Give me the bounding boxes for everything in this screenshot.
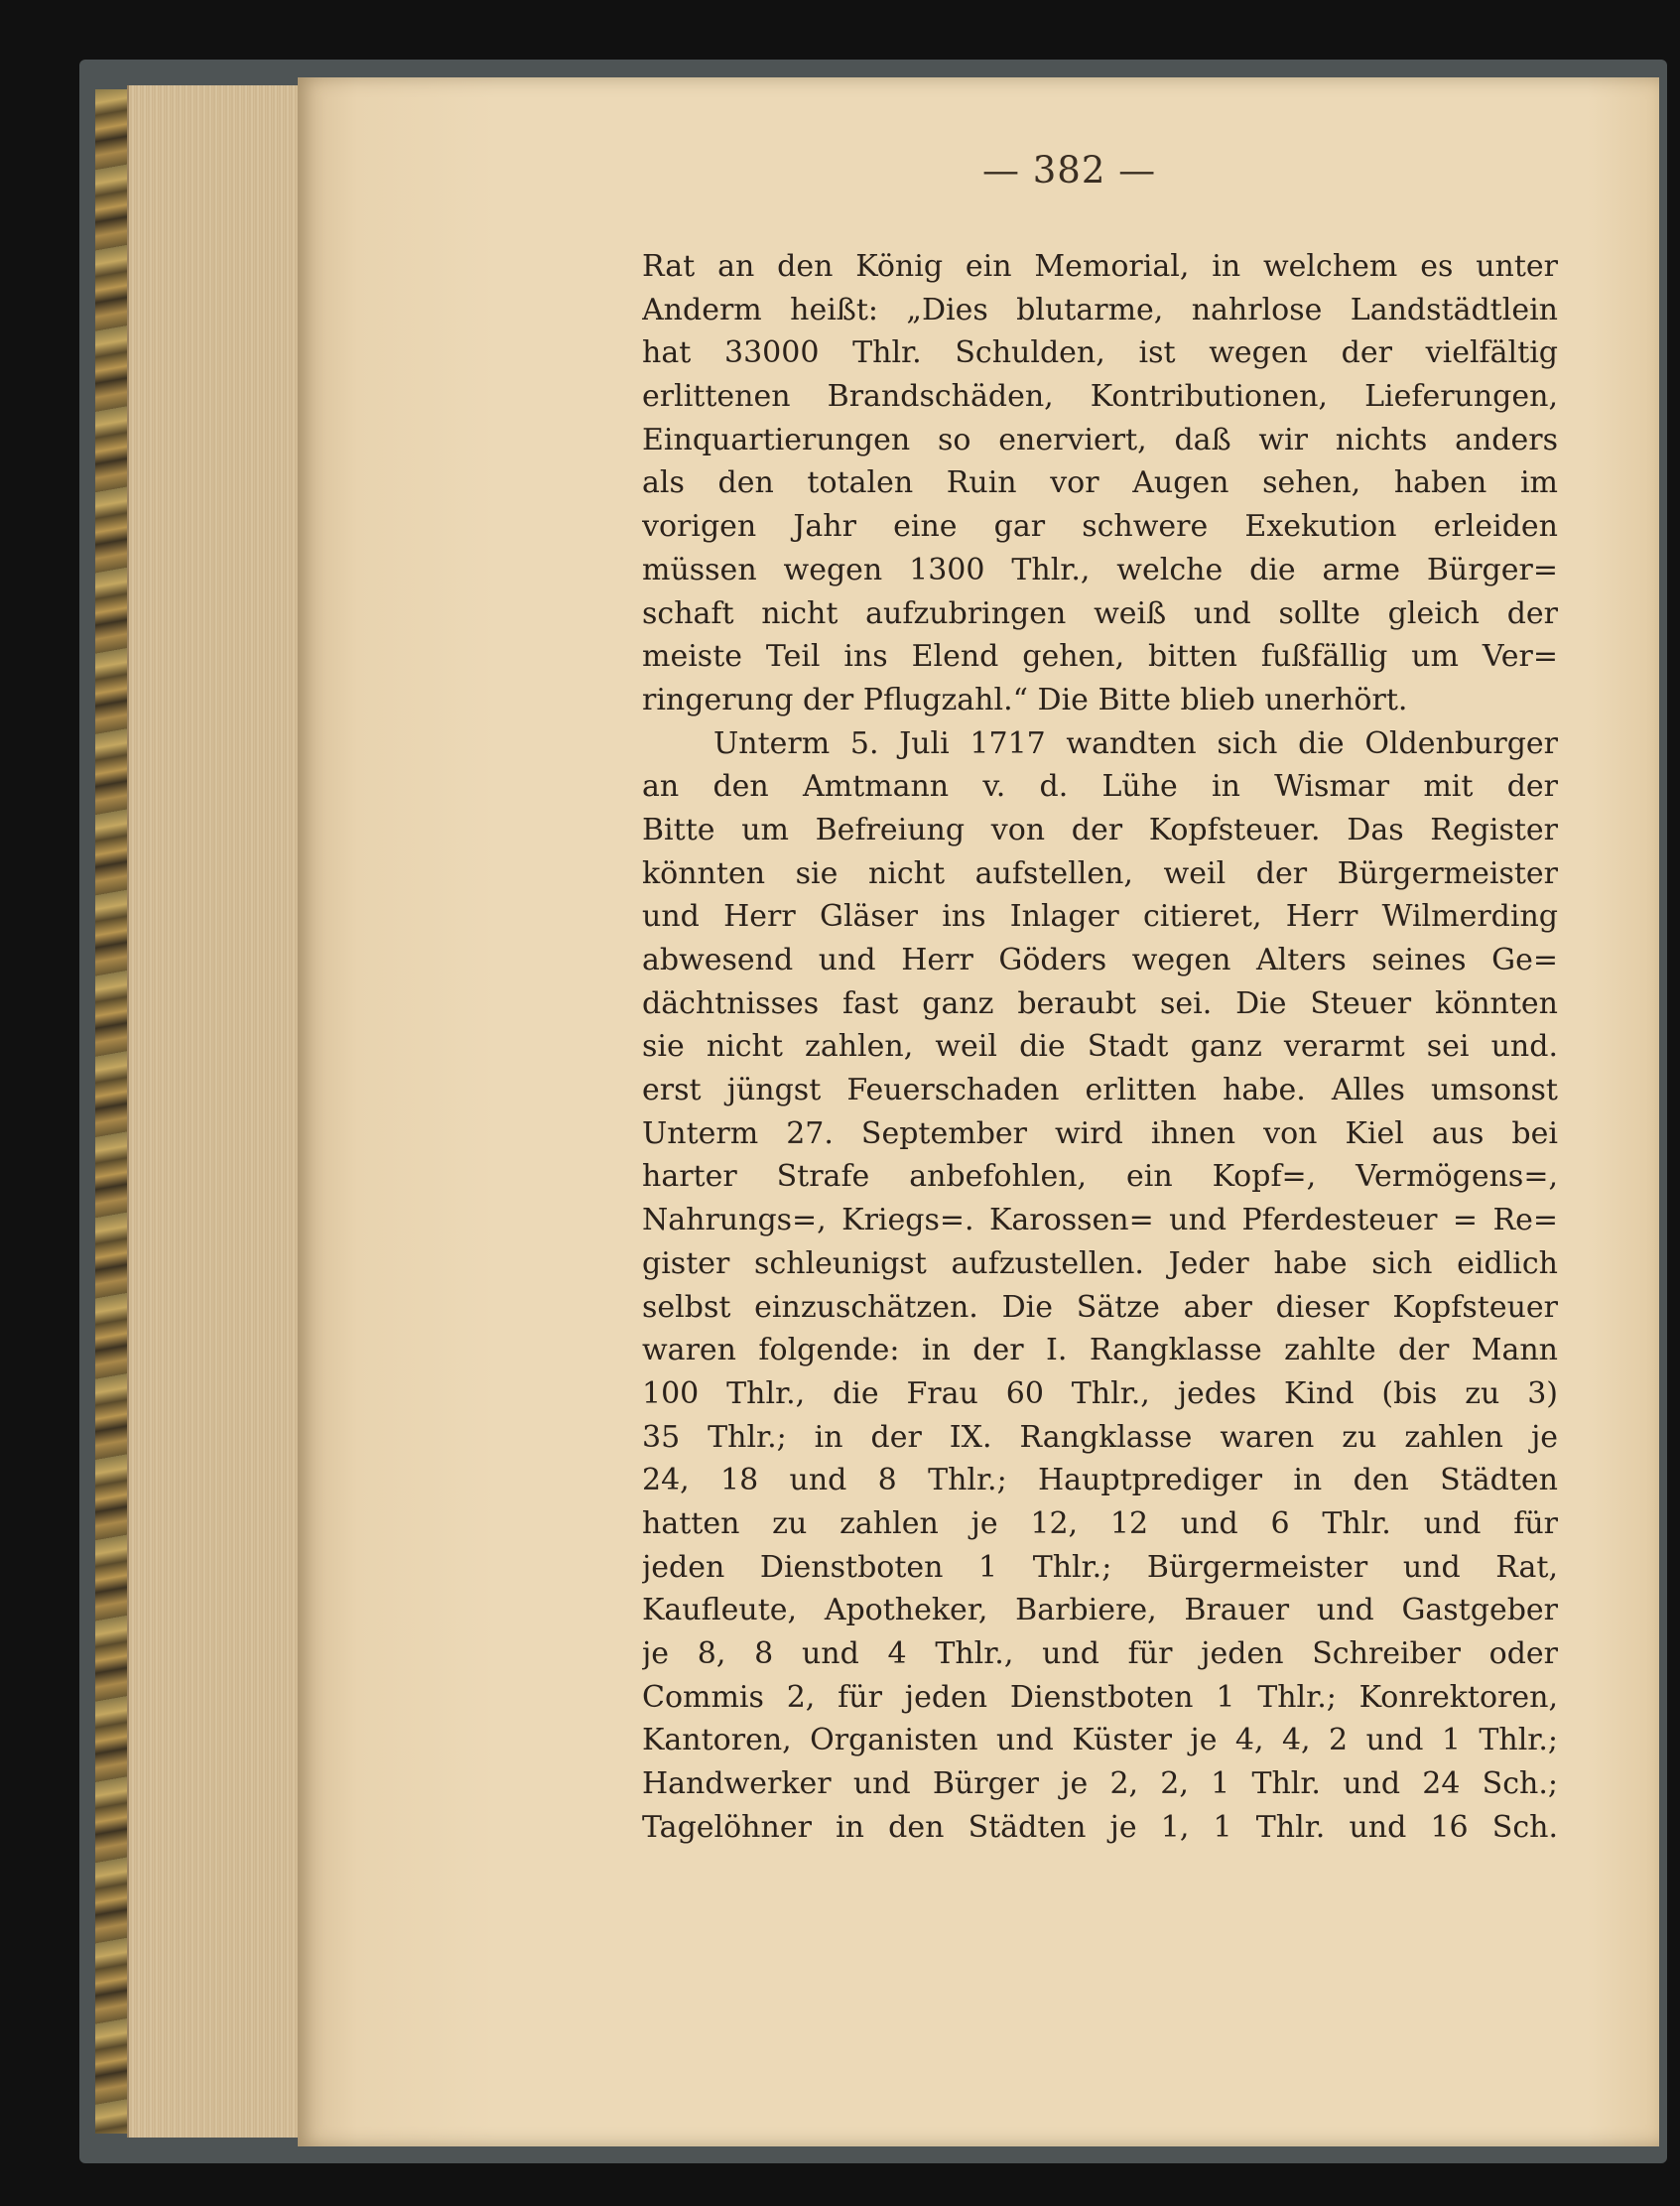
text-line: 24, 18 und 8 Thlr.; Hauptprediger in den Städten — [642, 1463, 1558, 1498]
text-line: Nahrungs=, Kriegs=. Karossen= und Pferdesteuer = Re= — [642, 1203, 1558, 1238]
text-line: jeden Dienstboten 1 Thlr.; Bürgermeister und Rat, — [642, 1549, 1558, 1585]
text-line: müssen wegen 1300 Thlr., welche die arme Bürger= — [642, 552, 1558, 587]
text-line: selbst einzuschätzen. Die Sätze aber dieser Kopfsteuer — [642, 1289, 1558, 1325]
text-line: waren folgende: in der I. Rangklasse zahlte der Mann — [642, 1333, 1558, 1368]
text-line: Anderm heißt: „Dies blutarme, nahrlose Landstädtlein — [642, 292, 1558, 327]
text-line: 35 Thlr.; in der IX. Rangklasse waren zu zahlen je — [642, 1419, 1558, 1455]
text-line: 100 Thlr., die Frau 60 Thlr., jedes Kind (bis zu 3) — [642, 1375, 1558, 1411]
text-line: Commis 2, für jeden Dienstboten 1 Thlr.; Konrektoren, — [642, 1679, 1558, 1715]
page-number: — 382 — — [982, 149, 1157, 192]
text-line: erst jüngst Feuerschaden erlitten habe. Alles umsonst — [642, 1073, 1558, 1108]
text-line: Unterm 27. September wird ihnen von Kiel aus bei — [642, 1115, 1558, 1151]
text-line: ringerung der Pflugzahl.“ Die Bitte blieb unerhört. — [642, 682, 1408, 717]
text-line: Einquartierungen so enerviert, daß wir nichts anders — [642, 422, 1558, 457]
text-line: harter Strafe anbefohlen, ein Kopf=, Vermögens=, — [642, 1159, 1558, 1195]
text-line: Bitte um Befreiung von der Kopfsteuer. Das Register — [642, 812, 1558, 847]
text-line: Handwerker und Bürger je 2, 2, 1 Thlr. und 24 Sch.; — [642, 1766, 1558, 1802]
text-line: als den totalen Ruin vor Augen sehen, haben im — [642, 465, 1558, 501]
text-line: und Herr Gläser ins Inlager citieret, Herr Wilmerding — [642, 899, 1558, 935]
text-line: meiste Teil ins Elend gehen, bitten fußfällig um Ver= — [642, 639, 1558, 675]
text-line: Kaufleute, Apotheker, Barbiere, Brauer und Gastgeber — [642, 1593, 1558, 1628]
text-line: erlittenen Brandschäden, Kontributionen, Lieferungen, — [642, 379, 1558, 415]
text-line: hat 33000 Thlr. Schulden, ist wegen der vielfältig — [642, 335, 1558, 371]
text-line: Tagelöhner in den Städten je 1, 1 Thlr. und 16 Sch. — [642, 1809, 1558, 1845]
text-line: könnten sie nicht aufstellen, weil der Bürgermeister — [642, 855, 1558, 891]
text-line: Rat an den König ein Memorial, in welchem es unter — [642, 249, 1558, 284]
text-line: gister schleunigst aufzustellen. Jeder habe sich eidlich — [642, 1245, 1558, 1281]
text-line: Unterm 5. Juli 1717 wandten sich die Oldenburger — [713, 725, 1558, 761]
text-line: schaft nicht aufzubringen weiß und sollte gleich der — [642, 595, 1558, 631]
text-line: vorigen Jahr eine gar schwere Exekution erleiden — [642, 509, 1558, 545]
text-line: dächtnisses fast ganz beraubt sei. Die Steuer könnten — [642, 985, 1558, 1021]
body-text — [642, 245, 1558, 1849]
text-line: je 8, 8 und 4 Thlr., und für jeden Schreiber oder — [642, 1636, 1558, 1671]
text-line: hatten zu zahlen je 12, 12 und 6 Thlr. und für — [642, 1505, 1558, 1541]
text-line: abwesend und Herr Göders wegen Alters seines Ge= — [642, 943, 1558, 977]
text-line: Kantoren, Organisten und Küster je 4, 4, 2 und 1 Thlr.; — [642, 1723, 1558, 1758]
text-line: sie nicht zahlen, weil die Stadt ganz verarmt sei und. — [642, 1029, 1558, 1065]
marbled-endpaper — [95, 89, 131, 2134]
text-line: an den Amtmann v. d. Lühe in Wismar mit der — [642, 769, 1558, 805]
